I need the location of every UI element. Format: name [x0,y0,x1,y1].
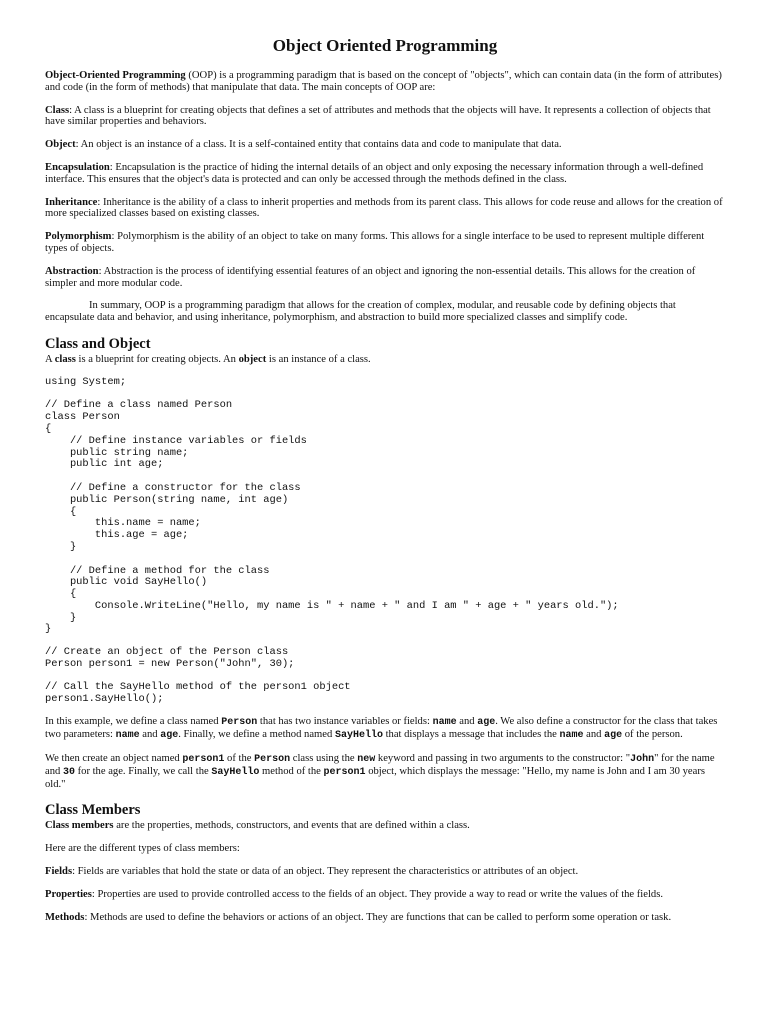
lead-text: is a blueprint for creating objects. An [75,353,239,365]
concept-term: Class [45,104,70,116]
class-members-intro: Here are the different types of class members: [45,843,240,855]
inline-code: age [160,730,179,742]
member-fields [45,866,725,878]
concept-text: : Polymorphism is the ability of an object to take on many forms. This allows for a single interface to be used to represent multiple different types of objects. [45,231,705,254]
concept-class [45,105,725,129]
inline-code: SayHello [211,766,260,778]
member-text: : Methods are used to define the behaviors or actions of an object. They are functions that can be called to perform some operation or task. [84,911,672,923]
concept-encapsulation [45,162,725,186]
inline-code: new [357,754,376,766]
concept-text: : A class is a blueprint for creating objects that defines a set of attributes and methods that the objects will have. It represents a collection of objects that have similar properties and behaviors. [45,104,711,128]
concept-term: Object [45,139,76,151]
inline-code: 30 [62,766,75,778]
summary-paragraph: In summary, OOP is a programming paradigm that allows for the creation of complex, modular, and reusable code by defining objects that encapsulate data and behavior, and using inheritance, polymorphism, and abstraction to build more specialized classes and simplify code. [45,300,676,324]
class-members-lead [45,820,725,832]
explain-text: of the person. [622,729,683,741]
section-heading-class-members: Class Members [45,802,141,819]
member-term: Fields [45,866,73,878]
member-text: : Properties are used to provide controlled access to the fields of an object. They provide a way to read or write the values of the fields. [91,888,663,900]
explanation-paragraph-2 [45,753,725,790]
explanation-paragraph-1 [45,716,725,742]
explain-text: for the age. Finally, we call the [74,765,212,777]
intro-term: Object-Oriented Programming [45,70,186,81]
concept-polymorphism [45,231,725,255]
intro-text: (OOP) is a programming paradigm that is based on the concept of "objects", which can contain data (in the form of attributes) and code (in the form of methods) that manipulate that data. The main concepts of OOP are: [45,70,722,93]
intro-paragraph [45,70,725,94]
explain-text: In this example, we define a class named [45,716,222,728]
concept-term: Polymorphism [45,231,112,243]
explain-text: " for the name and [45,753,715,777]
member-methods [45,912,725,924]
inline-code: name [559,730,584,742]
document-page [45,36,725,934]
concept-abstraction [45,266,725,290]
explain-text: class using the [290,753,358,765]
inline-code: age [604,730,623,742]
explain-text: and [583,729,605,741]
inline-code: age [477,717,496,729]
lead-term-class: class [54,353,76,365]
member-properties [45,889,725,901]
concept-term: Abstraction [45,265,99,277]
explain-text: . We also define a constructor for the class that takes two parameters: [45,716,718,741]
explain-text: that has two instance variables or fields: [257,716,433,728]
lead-term-object: object [238,353,267,365]
explain-text: We then create an object named [45,753,183,765]
inline-code: SayHello [334,730,383,742]
code-block-call-method: // Call the SayHello method of the person1 object person1.SayHello(); [45,680,351,705]
concept-text: : Encapsulation is the practice of hiding the internal details of an object and only exposing the necessary information through a well-defined interface. This ensures that the object's data is protected and can only be accessed through the methods defined in the class. [45,161,704,185]
page-title: Object Oriented Programming [272,36,498,55]
inline-code: Person [254,754,291,766]
lead-term: Class members [45,820,114,832]
inline-code: name [115,730,140,742]
concept-object [45,139,725,151]
explain-text: keyword and passing in two arguments to the constructor: " [375,753,631,765]
inline-code: Person [221,717,258,729]
member-text: : Fields are variables that hold the state or data of an object. They represent the characteristics or attributes of an object. [72,866,579,878]
explain-text: of the [224,753,255,765]
concept-term: Encapsulation [45,161,110,173]
concept-text: : Inheritance is the ability of a class to inherit properties and methods from its parent class. This allows for code reuse and allows for the creation of more specialized classes based on existing classes. [45,196,723,220]
concept-inheritance [45,197,725,221]
class-object-lead [45,354,725,366]
member-term: Properties [45,888,92,900]
explain-text: that displays a message that includes the [382,729,560,741]
inline-code: name [432,717,457,729]
code-block-create-object: // Create an object of the Person class Person person1 = new Person("John", 30); [45,646,295,671]
explain-text: and [456,716,478,728]
inline-code: person1 [323,766,366,778]
section-heading-class-and-object: Class and Object [45,335,151,352]
inline-code: person1 [182,754,225,766]
explain-text: . Finally, we define a method named [178,729,335,741]
explain-text: method of the [259,765,324,777]
lead-text: are the properties, methods, constructors, and events that are defined within a class. [113,820,470,832]
concept-text: : Abstraction is the process of identifying essential features of an object and ignoring the non-essential details. This allows for the creation of simpler and more modular code. [45,265,696,289]
concept-text: : An object is an instance of a class. It is a self-contained entity that contains data and code to manipulate that data. [75,139,562,151]
code-block-class-definition: using System; // Define a class named Person class Person { // Define instance variables or fields public string name; public int age; // Define a constructor for the class public Person(string name, int age) { this.name = name; this.age = age; } // Define a method for the class public void SayHello() { Console.WriteLine("Hello, my name is " + name + " and I am " + age + " years old."); } } [45,375,619,636]
lead-text: is an instance of a class. [266,353,371,365]
inline-code: John [630,754,655,766]
lead-text: A [45,353,55,365]
concept-term: Inheritance [45,196,98,208]
explain-text: object, which displays the message: "Hello, my name is John and I am 30 years old." [45,765,705,790]
member-term: Methods [45,911,85,923]
explain-text: and [139,729,161,741]
